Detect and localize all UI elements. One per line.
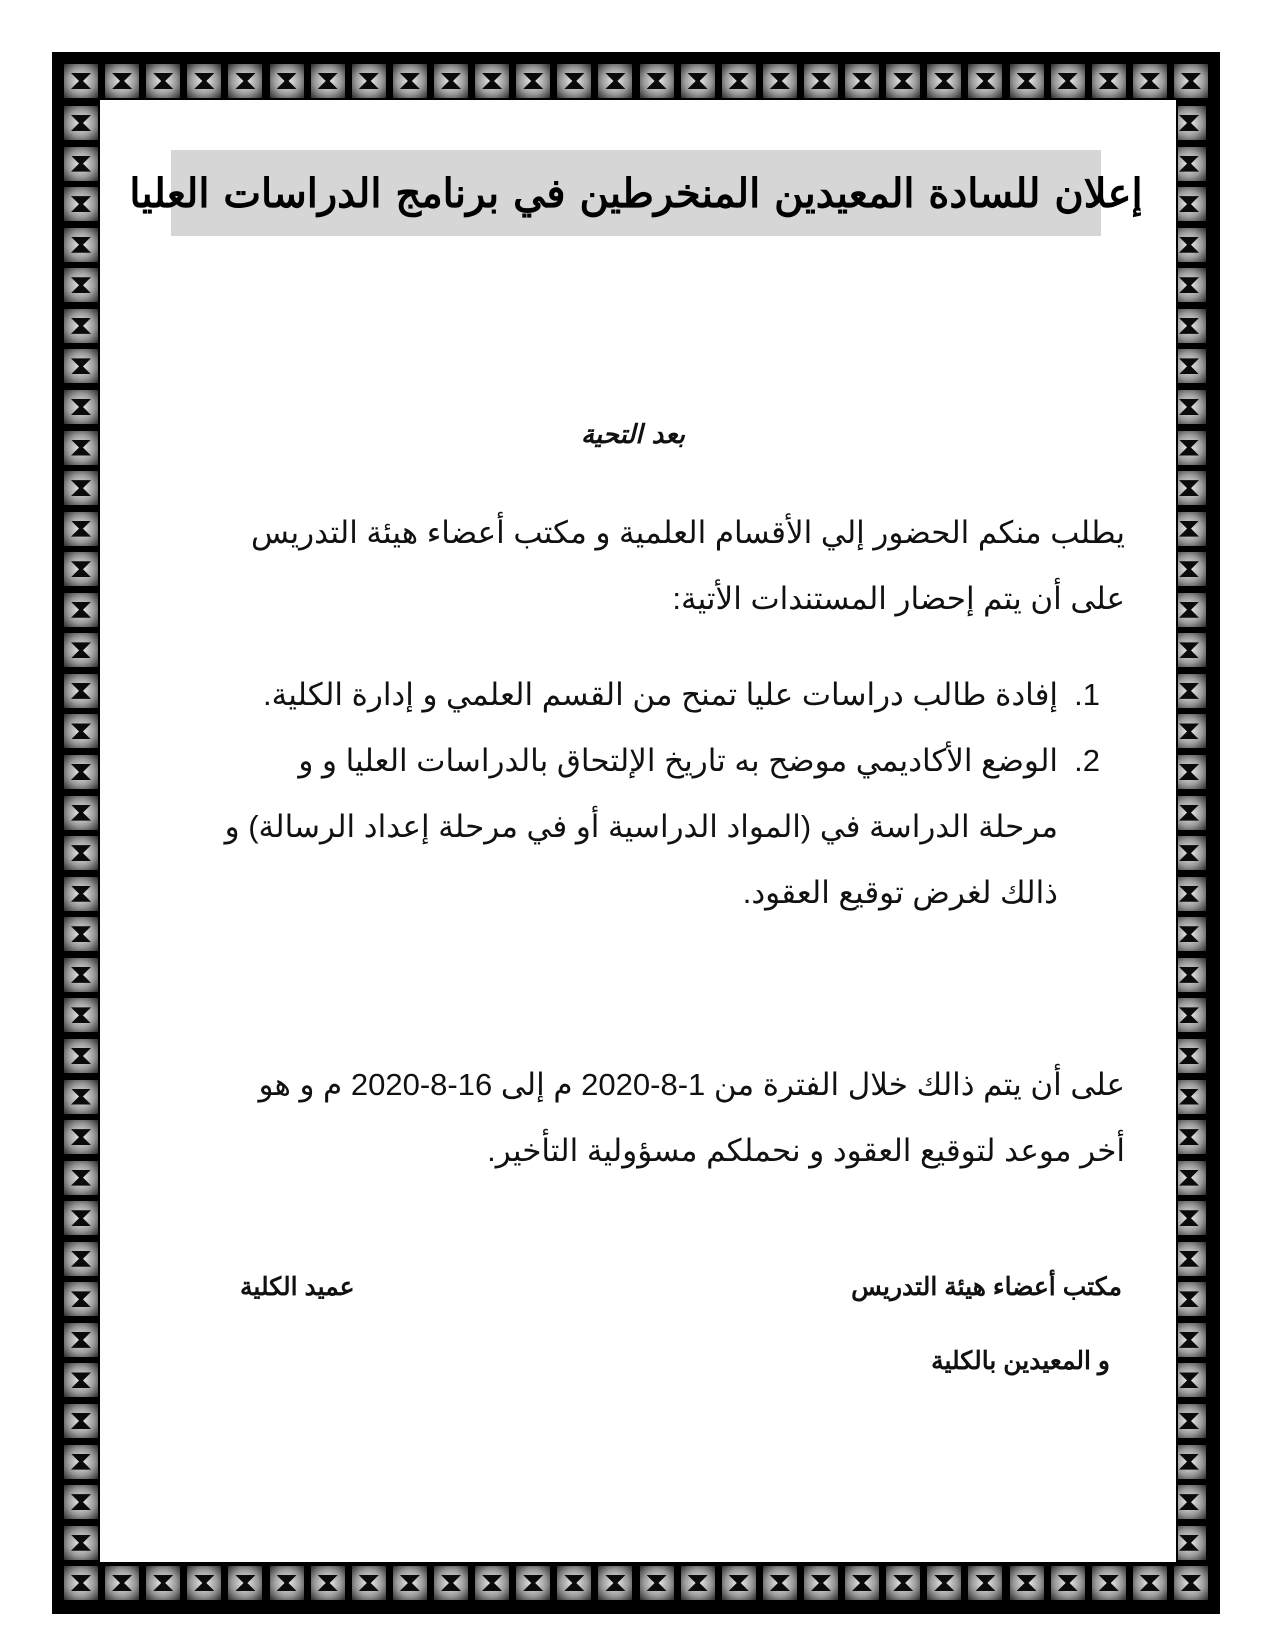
list-item (200, 662, 1100, 728)
period-line-2: أخر موعد لتوقيع العقود و نحملكم مسؤولية التأخير. (487, 1133, 1125, 1168)
period-paragraph (155, 1052, 1125, 1184)
period-line-1: على أن يتم ذالك خلال الفترة من 1-8-2020 م إلى 16-8-2020 م و هو (258, 1067, 1125, 1102)
list-item-continuation: ذالك لغرض توقيع العقود. (742, 875, 1058, 910)
signature-office-line-2: و المعيدين بالكلية (931, 1347, 1110, 1375)
title-banner (129, 150, 1143, 236)
intro-line-2: على أن يتم إحضار المستندات الأتية: (672, 581, 1125, 616)
document-list (200, 662, 1100, 926)
intro-paragraph (155, 500, 1125, 632)
greeting: بعد التحية (580, 420, 685, 450)
intro-line-1: يطلب منكم الحضور إلي الأقسام العلمية و مكتب أعضاء هيئة التدريس (251, 515, 1125, 550)
list-item-continuation: مرحلة الدراسة في (المواد الدراسية أو في مرحلة إعداد الرسالة) و (224, 809, 1058, 844)
page-title: إعلان للسادة المعيدين المنخرطين في برنامج الدراسات العليا (129, 169, 1143, 217)
signature-office: مكتب أعضاء هيئة التدريس (851, 1273, 1122, 1301)
list-text: الوضع الأكاديمي موضح به تاريخ الإلتحاق بالدراسات العليا و و (298, 743, 1058, 778)
signature-dean: عميد الكلية (240, 1273, 355, 1301)
list-number: 2. (1074, 743, 1100, 778)
list-number: 1. (1074, 677, 1100, 712)
list-text: إفادة طالب دراسات عليا تمنح من القسم العلمي و إدارة الكلية. (262, 677, 1058, 712)
list-item (200, 728, 1100, 794)
